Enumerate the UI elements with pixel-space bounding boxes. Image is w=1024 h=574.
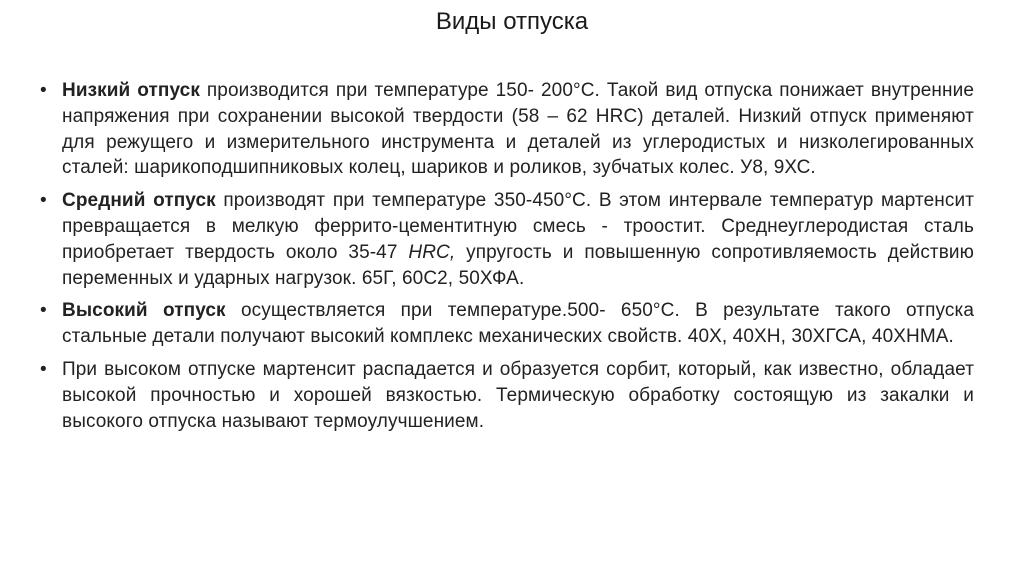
list-item-high-tempering <box>40 298 974 350</box>
term-high-tempering: Высокий отпуск <box>62 300 226 322</box>
bullet-icon: • <box>40 300 47 322</box>
term-low-tempering: Низкий отпуск <box>62 80 200 101</box>
item-text: осуществляется при температуре.500- 650°С. В результате такого отпуска стальные детали получают высокий комплекс механических свойств. 40Х, 40ХН, 30ХГСА, 40ХНМА. <box>62 300 974 348</box>
bullet-icon: • <box>40 80 47 101</box>
bullet-list <box>40 78 974 441</box>
item-text: производится при температуре 150- 200°С. Такой вид отпуска понижает внутренние напряжения при сохранении высокой твердости (58 – 62 HRC) деталей. Низкий отпуск применяют для режущего и измерительного инструмента и деталей из углеродистых и низколегированных сталей: шарикоподшипниковых колец, шариков и роликов, зубчатых колес. У8, 9ХС. <box>62 80 974 179</box>
bullet-icon: • <box>40 358 47 380</box>
item-text-italic: HRC, <box>408 241 456 263</box>
item-text: упругость и повышенную сопротивляемость действию переменных и ударных нагрузок. 65Г, 60С2, 50ХФА. <box>62 241 974 289</box>
bullet-icon: • <box>40 190 47 212</box>
page-title: Виды отпуска <box>435 8 589 35</box>
item-text: При высоком отпуске мартенсит распадается и образуется сорбит, который, как известно, обладает высокой прочностью и хорошей вязкостью. Термическую обработку состоящую из закалки и высокого отпуска называют термоулучшением. <box>62 358 974 432</box>
list-item-sorbite <box>40 357 974 434</box>
list-item-low-tempering <box>40 78 974 181</box>
term-medium-tempering: Средний отпуск <box>62 190 216 212</box>
item-text: производят при температуре 350-450°С. В этом интервале температур мартенсит превращается в мелкую феррито-цементитную смесь - троостит. Среднеуглеродистая сталь приобретает твердость около 35-47 <box>62 190 974 263</box>
list-item-medium-tempering <box>40 188 974 291</box>
